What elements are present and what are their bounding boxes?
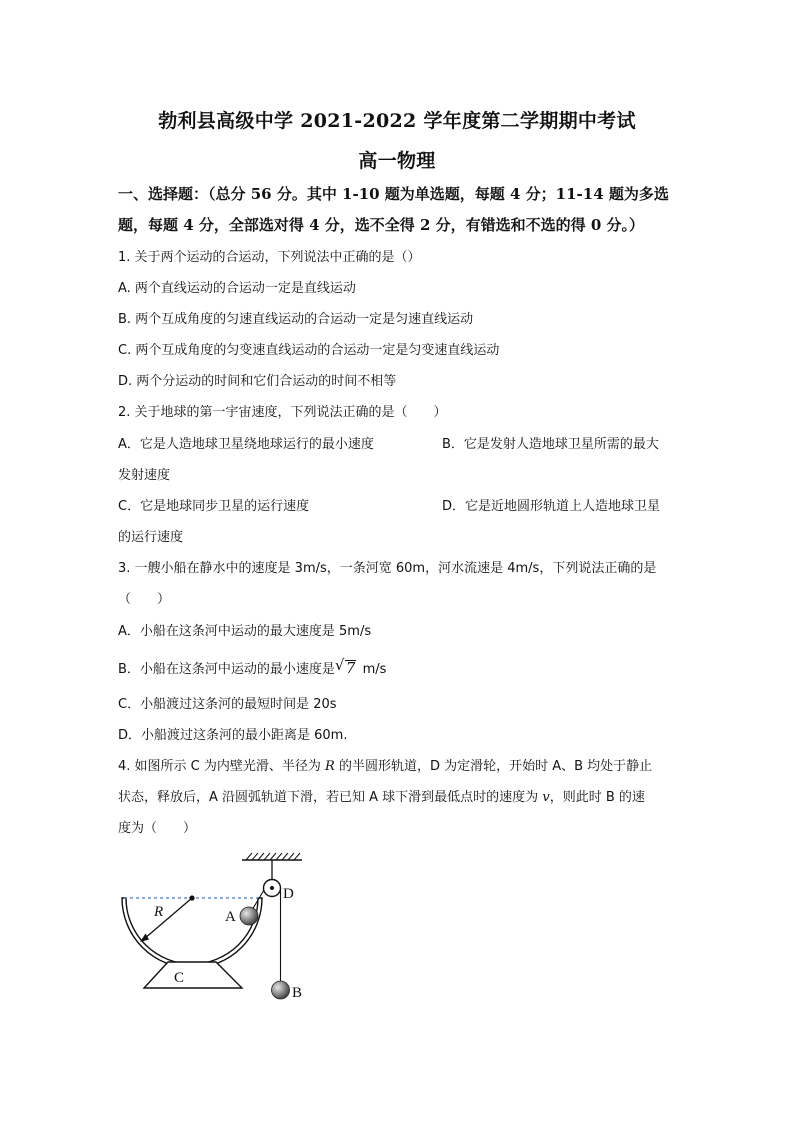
stand-c xyxy=(144,962,242,988)
ball-a xyxy=(240,907,258,925)
q2-option-b: B．它是发射人造地球卫星所需的最大 xyxy=(442,437,659,452)
label-c: C xyxy=(174,970,185,986)
section-instructions-line1: 一、选择题：（总分 56 分。其中 1-10 题为单选题，每题 4 分；11-14 题为多选 xyxy=(118,185,669,203)
q4-text-part: 的半圆形轨道，D 为定滑轮，开始时 A、B 均处于静止 xyxy=(334,759,653,774)
q4-stem-line2 xyxy=(118,790,645,806)
label-d: D xyxy=(283,886,294,902)
q2-option-d-cont: 的运行速度 xyxy=(118,530,184,545)
q2-option-d: D．它是近地圆形轨道上人造地球卫星 xyxy=(442,499,661,514)
section-instructions-line2: 题，每题 4 分，全部选对得 4 分，选不全得 2 分，有错选和不选的得 0 分。） xyxy=(118,216,645,234)
q3-stem: 3. 一艘小船在静水中的速度是 3m/s，一条河宽 60m，河水流速是 4m/s，下列说法正确的是 xyxy=(118,561,657,576)
q2-stem: 2. 关于地球的第一宇宙速度，下列说法正确的是（ ） xyxy=(118,405,447,420)
q2-option-a: A．它是人造地球卫星绕地球运行的最小速度 xyxy=(118,437,374,452)
sqrt-symbol: √ 7 xyxy=(334,656,356,677)
q3-stem-paren: （ ） xyxy=(118,592,171,607)
q4-var-v: v xyxy=(542,790,550,805)
ceiling-support xyxy=(242,853,302,860)
q3-option-b xyxy=(118,656,387,678)
sqrt-radicand: 7 xyxy=(345,659,356,677)
q4-text-part: 状态，释放后，A 沿圆弧轨道下滑，若已知 A 球下滑到最低点时的速度为 xyxy=(118,790,543,805)
radius-line xyxy=(144,898,192,939)
q3-option-b-unit: m/s xyxy=(362,662,387,677)
q1-option-b: B. 两个互成角度的匀速直线运动的合运动一定是匀速直线运动 xyxy=(118,312,474,327)
label-b: B xyxy=(292,985,303,1001)
label-a: A xyxy=(225,909,236,925)
q4-var-r: R xyxy=(325,759,335,774)
q1-option-a: A. 两个直线运动的合运动一定是直线运动 xyxy=(118,281,356,296)
pulley-d xyxy=(264,880,281,897)
q4-stem-line1 xyxy=(118,759,652,775)
ball-b xyxy=(272,981,290,999)
q3-option-c: C．小船渡过这条河的最短时间是 20s xyxy=(118,697,337,712)
q3-option-a: A．小船在这条河中运动的最大速度是 5m/s xyxy=(118,624,372,639)
q4-text-part: 4. 如图所示 C 为内壁光滑、半径为 xyxy=(118,759,326,774)
q2-option-b-cont: 发射速度 xyxy=(118,468,171,483)
semicircle-track xyxy=(122,898,262,968)
radius-arrowhead xyxy=(140,934,149,943)
pulley-semicircle-figure xyxy=(110,846,330,1006)
q4-stem-line3: 度为（ ） xyxy=(118,821,197,836)
q1-stem: 1. 关于两个运动的合运动，下列说法中正确的是（） xyxy=(118,250,421,265)
label-r: R xyxy=(154,904,164,920)
q2-option-c: C．它是地球同步卫星的运行速度 xyxy=(118,499,310,514)
q3-option-d: D．小船渡过这条河的最小距离是 60m. xyxy=(118,728,348,743)
q3-option-b-text: B．小船在这条河中运动的最小速度是 xyxy=(118,662,335,677)
q4-text-part: ，则此时 B 的速 xyxy=(549,790,645,805)
exam-subtitle: 高一物理 xyxy=(358,150,436,172)
q1-option-c: C. 两个互成角度的匀变速直线运动的合运动一定是匀变速直线运动 xyxy=(118,343,500,358)
q1-option-d: D. 两个分运动的时间和它们合运动的时间不相等 xyxy=(118,374,397,389)
exam-title: 勃利县高级中学 2021-2022 学年度第二学期期中考试 xyxy=(158,110,636,132)
